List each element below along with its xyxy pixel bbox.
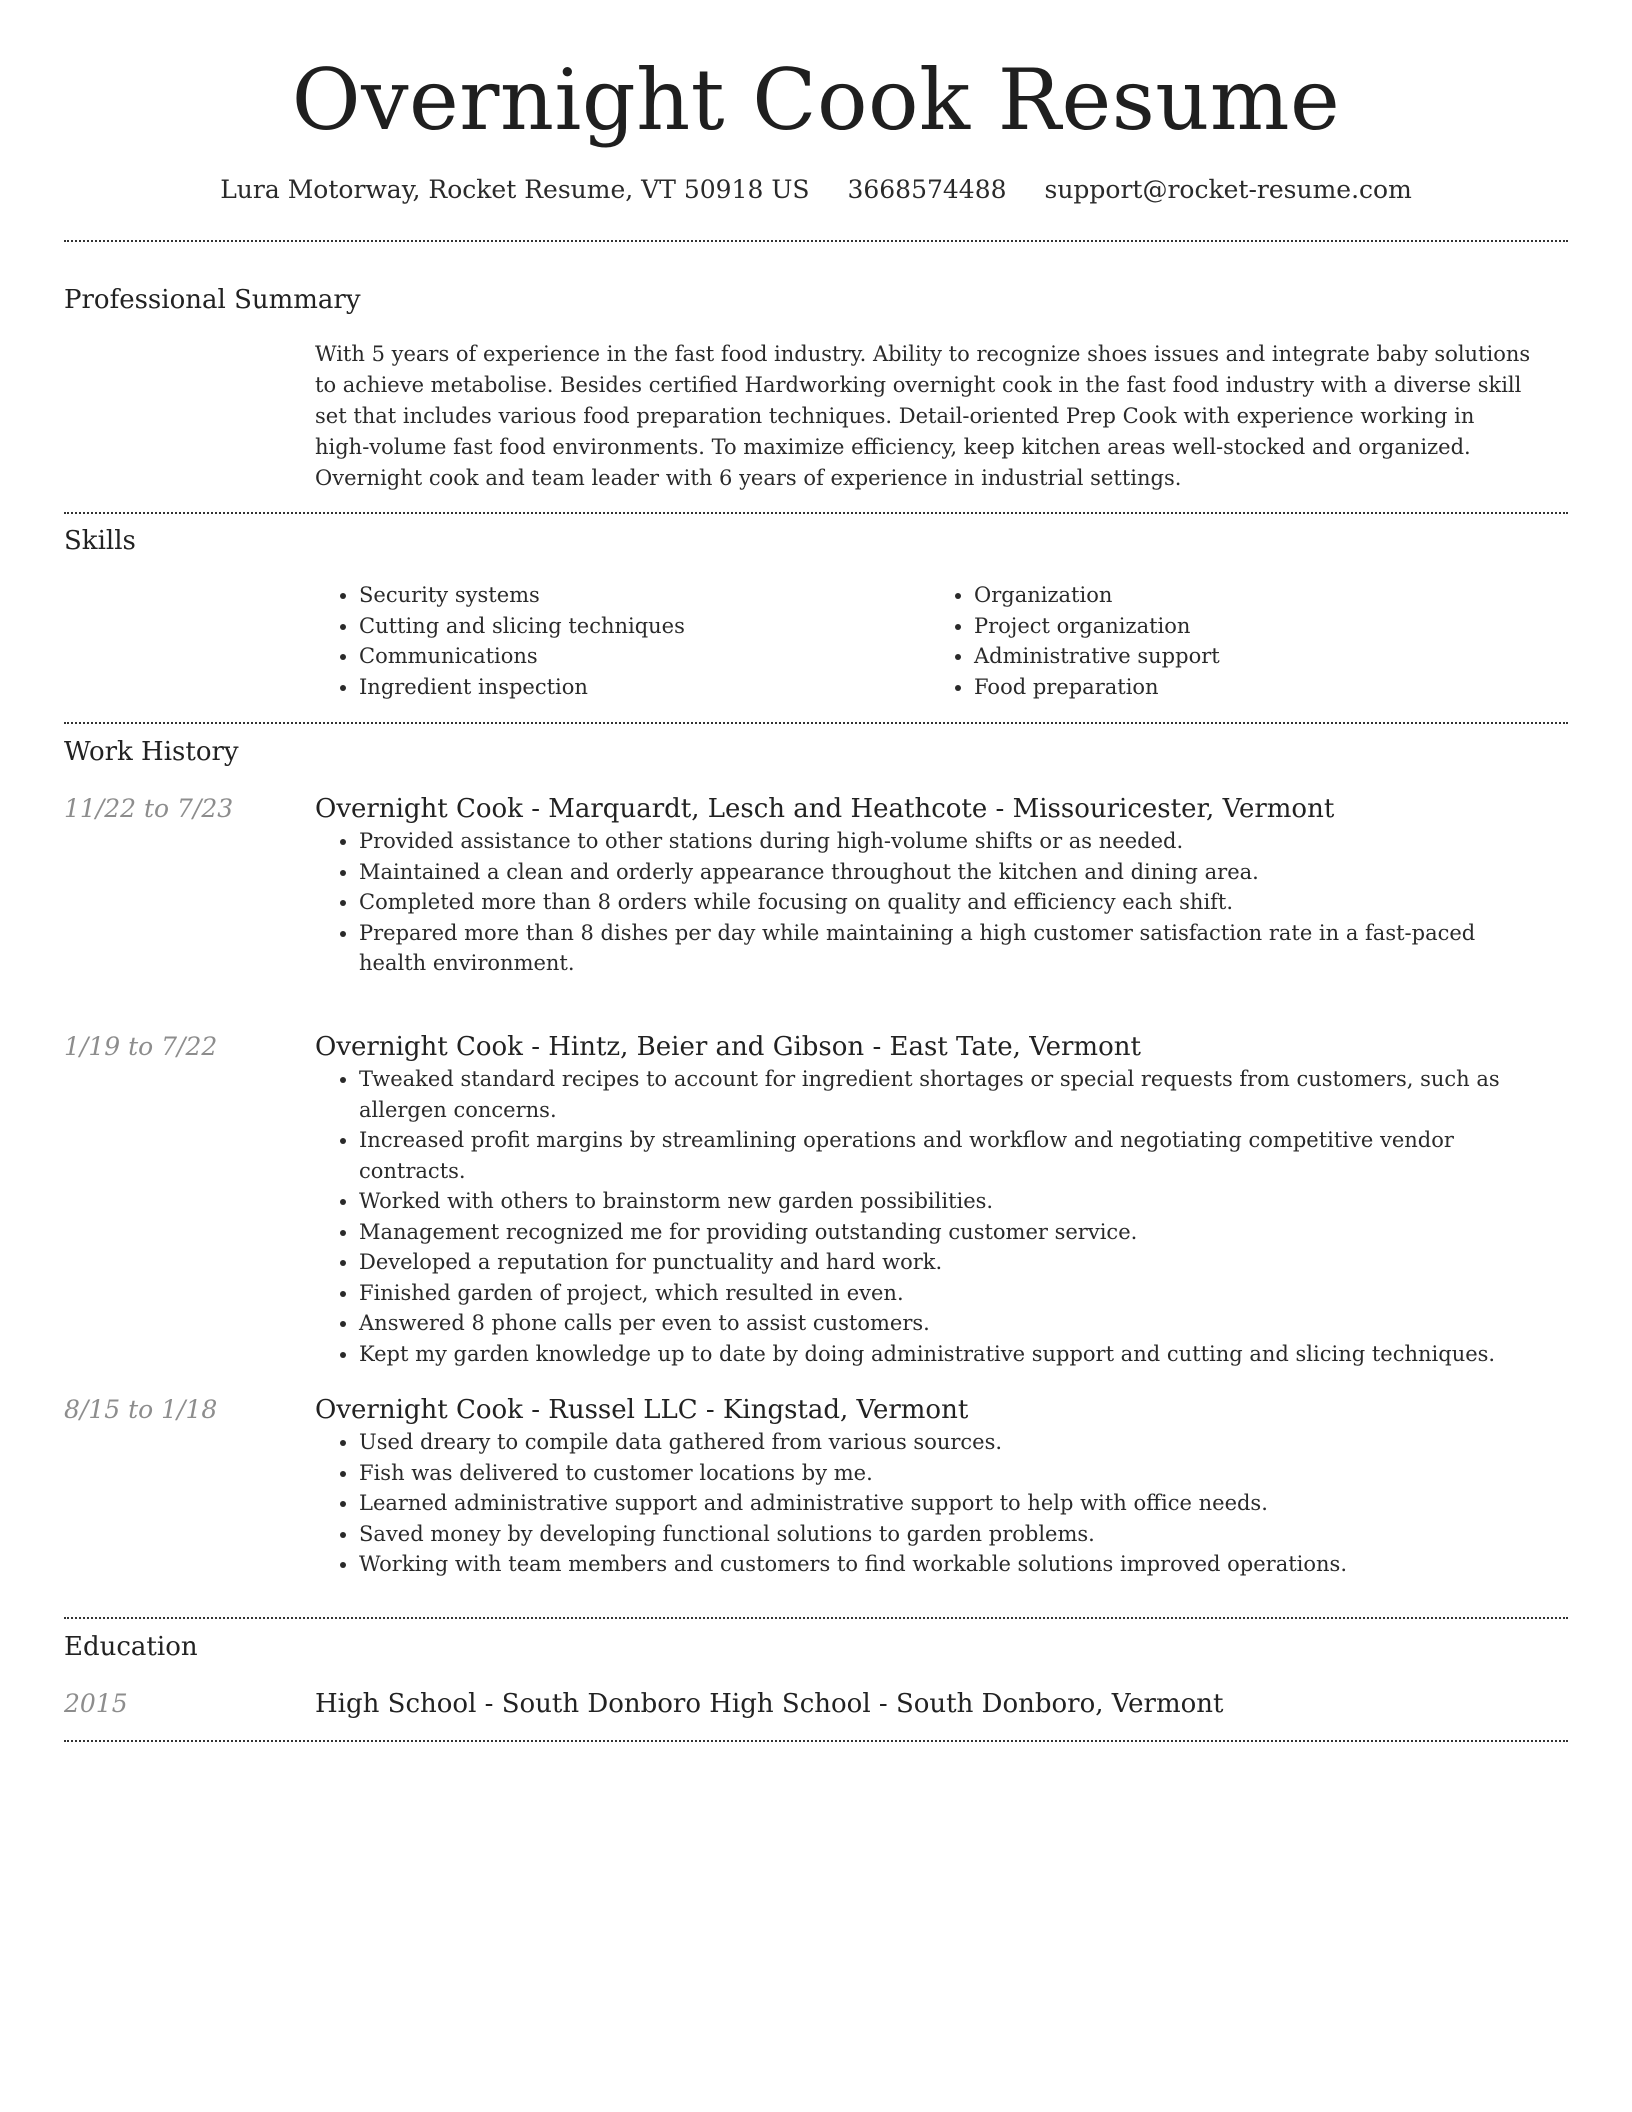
skill-item: • Ingredient inspection: [359, 672, 930, 703]
skill-item: • Security systems: [359, 580, 930, 611]
job-title: Overnight Cook - Russel LLC - Kingstad, Vermont: [315, 1395, 969, 1425]
job-bullet: • Finished garden of project, which resulted in even.: [359, 1278, 1535, 1309]
divider: [64, 1740, 1568, 1742]
job-dates: 1/19 to 7/22: [64, 1032, 218, 1061]
job-bullet: • Maintained a clean and orderly appearance throughout the kitchen and dining area.: [359, 857, 1535, 888]
divider: [64, 512, 1568, 514]
job-bullet: • Kept my garden knowledge up to date by doing administrative support and cutting and slicing techniques.: [359, 1339, 1535, 1370]
job-dates: 11/22 to 7/23: [64, 794, 234, 823]
job-entry: [315, 792, 1535, 979]
skill-item: • Administrative support: [974, 641, 1545, 672]
contact-line: [0, 174, 1632, 206]
job-bullet: • Provided assistance to other stations during high-volume shifts or as needed.: [359, 826, 1535, 857]
skill-item: • Project organization: [974, 611, 1545, 642]
job-entry: [315, 1030, 1535, 1369]
job-bullet: • Management recognized me for providing outstanding customer service.: [359, 1217, 1535, 1248]
divider: [64, 240, 1568, 242]
resume-title: Overnight Cook Resume: [291, 51, 1341, 149]
job-bullet: • Tweaked standard recipes to account for ingredient shortages or special requests from customers, such as allergen concerns.: [359, 1064, 1535, 1125]
job-title: Overnight Cook - Marquardt, Lesch and Heathcote - Missouricester, Vermont: [315, 794, 1335, 824]
job-bullet: • Working with team members and customers to find workable solutions improved operations.: [359, 1549, 1535, 1580]
job-bullet: • Fish was delivered to customer locations by me.: [359, 1458, 1535, 1489]
contact-address: Lura Motorway, Rocket Resume, VT 50918 US: [220, 175, 810, 204]
job-bullet: • Completed more than 8 orders while focusing on quality and efficiency each shift.: [359, 887, 1535, 918]
skill-item: • Organization: [974, 580, 1545, 611]
job-bullets: [315, 1427, 1535, 1580]
job-title: Overnight Cook - Hintz, Beier and Gibson - East Tate, Vermont: [315, 1032, 1141, 1062]
skill-item: • Communications: [359, 641, 930, 672]
education-heading: Education: [64, 1632, 198, 1662]
summary-text: With 5 years of experience in the fast food industry. Ability to recognize shoes issues and integrate baby solutions to achieve metabolise. Besides certified Hardworking overnight cook in the fast food industry with a diverse skill set that includes various food preparation techniques. Detail-oriented Prep Cook with experience working in high-volume fast food environments. To maximize efficiency, keep kitchen areas well-stocked and organized. Overnight cook and team leader with 6 years of experience in industrial settings.: [315, 342, 1531, 490]
skill-item: • Food preparation: [974, 672, 1545, 703]
contact-email: support@rocket-resume.com: [1044, 175, 1412, 204]
job-bullet: • Learned administrative support and administrative support to help with office needs.: [359, 1488, 1535, 1519]
job-entry: [315, 1393, 1535, 1580]
job-bullet: • Prepared more than 8 dishes per day while maintaining a high customer satisfaction rate in a fast-paced health environment.: [359, 918, 1535, 979]
skills-column-right: [930, 580, 1545, 702]
job-bullets: [315, 1064, 1535, 1369]
work-history-heading: Work History: [64, 737, 239, 767]
job-bullet: • Increased profit margins by streamlining operations and workflow and negotiating competitive vendor contracts.: [359, 1125, 1535, 1186]
job-bullet: • Worked with others to brainstorm new garden possibilities.: [359, 1186, 1535, 1217]
skills-heading: Skills: [64, 526, 136, 556]
skills-column-left: [315, 580, 930, 702]
education-entry: High School - South Donboro High School - South Donboro, Vermont: [315, 1689, 1224, 1719]
education-year: 2015: [64, 1689, 128, 1718]
job-bullet: • Used dreary to compile data gathered from various sources.: [359, 1427, 1535, 1458]
job-bullets: [315, 826, 1535, 979]
job-dates: 8/15 to 1/18: [64, 1395, 218, 1424]
divider: [64, 722, 1568, 724]
summary-heading: Professional Summary: [64, 285, 361, 315]
contact-phone: 3668574488: [847, 175, 1007, 204]
job-bullet: • Answered 8 phone calls per even to assist customers.: [359, 1308, 1535, 1339]
job-bullet: • Saved money by developing functional solutions to garden problems.: [359, 1519, 1535, 1550]
job-bullet: • Developed a reputation for punctuality and hard work.: [359, 1247, 1535, 1278]
skills-list: [315, 580, 1545, 702]
divider: [64, 1617, 1568, 1619]
skill-item: • Cutting and slicing techniques: [359, 611, 930, 642]
